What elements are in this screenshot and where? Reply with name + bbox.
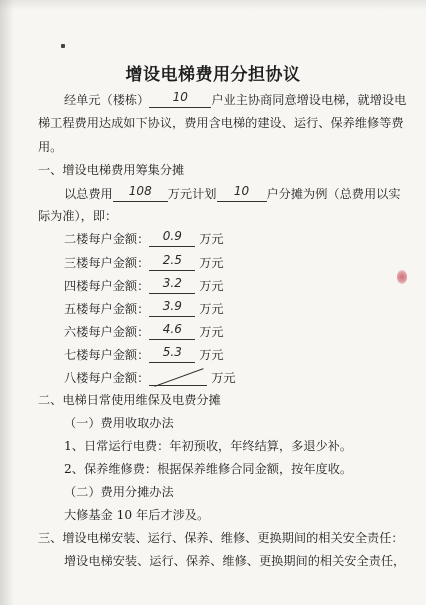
section-2-item-2: 2、保养维修费：根据保养维修合同金额，按年度收。: [64, 462, 353, 476]
floor-amount-blank: [149, 346, 195, 363]
floor-amount-handwritten: 5.3: [162, 345, 182, 359]
floor-amount-blank: [149, 300, 195, 317]
floor-amount-handwritten: 3.9: [162, 299, 182, 313]
floor-unit: 万元: [211, 371, 236, 385]
floor-amount-blank: [149, 230, 195, 247]
intro-prefix: 经单元（楼栋）: [64, 93, 150, 107]
floor-amount-handwritten: 4.6: [162, 322, 182, 336]
intro-line-3: 用。: [38, 140, 63, 154]
ink-mark: [61, 44, 65, 48]
document-title: 增设电梯费用分担协议: [125, 65, 301, 85]
floor-label: 七楼每户金额：: [64, 348, 150, 362]
strike-through-mark: [155, 368, 204, 387]
building-number-blank: [149, 91, 211, 108]
floor-row-7: [64, 346, 224, 363]
floor-row-4: [64, 277, 224, 294]
households-handwritten: 10: [233, 184, 250, 198]
total-cost-prefix: 以总费用: [64, 187, 113, 201]
total-cost-mid: 万元计划: [167, 187, 217, 201]
households-blank: [217, 185, 267, 202]
floor-unit: 万元: [199, 232, 224, 246]
maintenance-fund-note: 大修基金 10 年后才涉及。: [64, 508, 210, 522]
floor-amount-blank: [149, 323, 195, 340]
page-top-shadow: [0, 0, 426, 10]
total-cost-handwritten: 108: [128, 184, 152, 198]
floor-amount-blank: [149, 277, 195, 294]
floor-amount-handwritten: 2.5: [162, 253, 182, 267]
section-2-sub-2: （二）费用分摊办法: [64, 485, 174, 499]
red-ink-mark: [397, 270, 407, 284]
floor-label: 四楼每户金额：: [64, 279, 150, 293]
floor-amount-handwritten: 3.2: [162, 276, 182, 290]
floor-unit: 万元: [199, 256, 224, 270]
section-2-heading: 二、电梯日常使用维保及电费分摊: [38, 393, 221, 407]
total-cost-line: [64, 185, 401, 202]
floor-unit: 万元: [199, 348, 224, 362]
intro-line-2: 梯工程费用达成如下协议，费用含电梯的建设、运行、保养维修等费: [38, 116, 404, 130]
floor-unit: 万元: [199, 279, 224, 293]
building-number-handwritten: 10: [172, 90, 188, 104]
floor-label: 六楼每户金额：: [64, 325, 150, 339]
section-1-heading: 一、增设电梯费用筹集分摊: [38, 163, 185, 177]
floor-row-3: [64, 254, 224, 271]
floor-label: 三楼每户金额：: [64, 256, 150, 270]
total-cost-suffix: 户分摊为例（总费用以实: [266, 187, 401, 201]
floor-amount-handwritten: 0.9: [162, 229, 182, 243]
total-cost-line-2: 际为准），即：: [38, 209, 118, 223]
floor-row-2: [64, 230, 224, 247]
floor-row-8: [64, 369, 236, 386]
floor-unit: 万元: [199, 302, 224, 316]
intro-line-1: [64, 91, 406, 108]
floor-row-6: [64, 323, 224, 340]
section-2-item-1: 1、日常运行电费：年初预收，年终结算，多退少补。: [64, 439, 353, 453]
total-cost-blank: [113, 185, 168, 202]
floor-unit: 万元: [199, 325, 224, 339]
section-3-line-1: 增设电梯安装、运行、保养、维修、更换期间的相关安全责任，: [64, 554, 406, 568]
floor-amount-blank: [149, 254, 195, 271]
floor-label: 五楼每户金额：: [64, 302, 150, 316]
page-edge-shadow: [0, 0, 14, 605]
floor-label: 二楼每户金额：: [64, 232, 150, 246]
section-3-heading: 三、增设电梯安装、运行、保养、维修、更换期间的相关安全责任：: [38, 531, 404, 545]
floor-amount-blank: [149, 369, 207, 386]
section-2-sub-1: （一）费用收取办法: [64, 416, 174, 430]
intro-suffix: 户业主协商同意增设电梯，就增设电: [211, 93, 407, 107]
floor-row-5: [64, 300, 224, 317]
floor-label: 八楼每户金额：: [64, 371, 150, 385]
